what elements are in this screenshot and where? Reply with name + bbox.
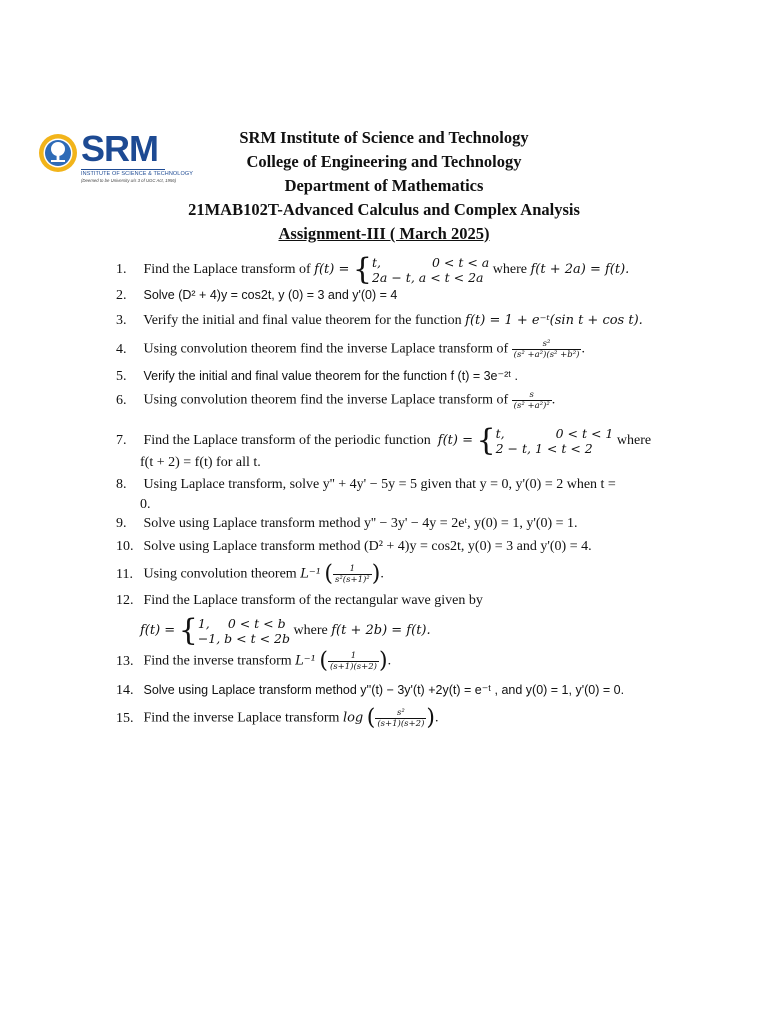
question-text-line2: f(t + 2) = f(t) for all t. bbox=[140, 455, 261, 470]
fraction: $\frac{\text{s²}}{(s+1)(s+2)}$ bbox=[377, 708, 425, 729]
log-operator: log bbox=[342, 710, 364, 726]
fraction: $\frac{s}{\text{(s² +a²)²}}$ bbox=[513, 390, 550, 411]
question-number: 13. bbox=[116, 653, 134, 669]
question-7 bbox=[116, 423, 652, 458]
function-lhs: f(t) = bbox=[140, 623, 176, 639]
question-6: 6. Using convolution theorem find the inverse Laplace transform of $\frac{s}{\text{(s² +a²)²}}$ . bbox=[116, 390, 556, 411]
question-3 bbox=[116, 312, 643, 330]
question-number: 6. bbox=[116, 392, 127, 408]
question-number: 1. bbox=[116, 262, 127, 278]
question-number: 3. bbox=[116, 313, 127, 328]
question-14 bbox=[116, 681, 624, 700]
question-text: Solve using Laplace transform method y''(t) − 3y'(t) +2y(t) = e⁻ᵗ , and y(0) = 1, y'(0) = 0. bbox=[143, 683, 625, 697]
question-text: Find the Laplace transform of the periodic function bbox=[143, 433, 431, 449]
question-number: 8. bbox=[116, 477, 127, 492]
document-header bbox=[0, 126, 768, 246]
logo-tagline: (Deemed to be University u/s 3 of UGC Act, 1956) bbox=[81, 178, 177, 183]
department-name: Department of Mathematics bbox=[284, 176, 484, 195]
question-text-line2: 0. bbox=[140, 497, 151, 512]
function-expression: f(t) = 1 + e⁻ᵗ(sin t + cos t). bbox=[465, 313, 643, 328]
question-text: Find the inverse Laplace transform bbox=[143, 710, 340, 726]
fraction: $\frac{1}{(s+1)(s+2)}$ bbox=[329, 651, 378, 672]
question-12-continued bbox=[140, 613, 431, 648]
question-text: Using convolution theorem find the inverse Laplace transform of bbox=[143, 392, 509, 408]
piecewise-cases: 1, 0 < t < b −1, b < t < 2b bbox=[197, 616, 291, 646]
question-tail: where bbox=[492, 262, 527, 278]
logo-name: SRM bbox=[81, 128, 158, 169]
question-11: 11. Using convolution theorem L⁻¹ ( $\frac{1}{\text{s²(s+1)²}}$ ). bbox=[116, 561, 384, 587]
question-number: 7. bbox=[116, 433, 127, 449]
question-number: 10. bbox=[116, 539, 134, 554]
question-text: Solve (D² + 4)y = cos2t, y (0) = 3 and y'(0) = 4 bbox=[143, 288, 398, 302]
inverse-laplace-operator: L⁻¹ bbox=[300, 566, 321, 582]
question-text: Verify the initial and final value theorem for the function f (t) = 3e⁻²ᵗ . bbox=[143, 369, 518, 383]
periodic-condition: f(t + 2b) = f(t). bbox=[331, 623, 431, 639]
left-brace: { bbox=[352, 252, 372, 287]
left-brace: { bbox=[178, 613, 198, 648]
piecewise-cases: t, 0 < t < a 2a − t, a < t < 2a bbox=[371, 255, 490, 285]
question-text: Find the Laplace transform of the rectangular wave given by bbox=[143, 593, 483, 608]
question-text: Using convolution theorem find the inverse Laplace transform of bbox=[143, 341, 509, 357]
question-number: 14. bbox=[116, 683, 134, 698]
question-10 bbox=[116, 538, 592, 556]
question-text: Find the inverse transform bbox=[143, 653, 292, 669]
question-13: 13. Find the inverse transform L⁻¹ ( $\frac{1}{(s+1)(s+2)}$ ). bbox=[116, 648, 392, 674]
question-text: Using convolution theorem bbox=[143, 566, 297, 582]
question-number: 5. bbox=[116, 369, 127, 384]
question-text: Using Laplace transform, solve y'' + 4y' − 5y = 5 given that y = 0, y'(0) = 2 when t = bbox=[143, 477, 616, 492]
question-number: 15. bbox=[116, 710, 134, 726]
question-12 bbox=[116, 592, 483, 610]
fraction: $\frac{\text{s²}}{\text{(s² +a²)(s² +b²)}}$ bbox=[513, 339, 580, 360]
inverse-laplace-operator: L⁻¹ bbox=[295, 653, 316, 669]
function-lhs: f(t) = bbox=[314, 262, 350, 278]
question-text: Verify the initial and final value theorem for the function bbox=[143, 313, 462, 328]
question-text: Find the Laplace transform of bbox=[143, 262, 311, 278]
question-9 bbox=[116, 515, 578, 533]
fraction: $\frac{1}{\text{s²(s+1)²}}$ bbox=[335, 564, 370, 585]
institute-name: SRM Institute of Science and Technology bbox=[239, 128, 529, 147]
question-text: Solve using Laplace transform method (D² + 4)y = cos2t, y(0) = 3 and y'(0) = 4. bbox=[143, 539, 592, 554]
logo-subtitle: INSTITUTE OF SCIENCE & TECHNOLOGY bbox=[81, 171, 193, 177]
college-name: College of Engineering and Technology bbox=[246, 152, 522, 171]
question-tail: where bbox=[293, 623, 328, 639]
question-15: 15. Find the inverse Laplace transform log ( $\frac{\text{s²}}{(s+1)(s+2)}$ ). bbox=[116, 705, 439, 731]
question-text: Solve using Laplace transform method y'' − 3y' − 4y = 2eᵗ, y(0) = 1, y'(0) = 1. bbox=[143, 516, 578, 531]
function-lhs: f(t) = bbox=[437, 433, 474, 449]
question-number: 11. bbox=[116, 566, 133, 582]
question-8 bbox=[116, 476, 616, 494]
question-tail: where bbox=[616, 433, 652, 449]
question-2 bbox=[116, 286, 397, 305]
left-brace: { bbox=[476, 423, 496, 458]
course-title: 21MAB102T-Advanced Calculus and Complex Analysis bbox=[188, 200, 580, 219]
question-number: 4. bbox=[116, 341, 127, 357]
question-5 bbox=[116, 367, 518, 386]
question-number: 9. bbox=[116, 516, 127, 531]
question-number: 2. bbox=[116, 288, 127, 303]
assignment-title: Assignment-III ( March 2025) bbox=[278, 224, 490, 243]
piecewise-cases: t, 0 < t < 1 2 − t, 1 < t < 2 bbox=[495, 426, 614, 456]
question-number: 12. bbox=[116, 593, 134, 608]
periodic-condition: f(t + 2a) = f(t). bbox=[530, 262, 630, 278]
question-8-continued bbox=[140, 496, 151, 514]
question-7-continued bbox=[140, 454, 261, 472]
question-1 bbox=[116, 252, 630, 287]
question-4: 4. Using convolution theorem find the inverse Laplace transform of $\frac{\text{s²}}{\text{(s² +a²)(s² +b²)}}$ . bbox=[116, 339, 585, 360]
